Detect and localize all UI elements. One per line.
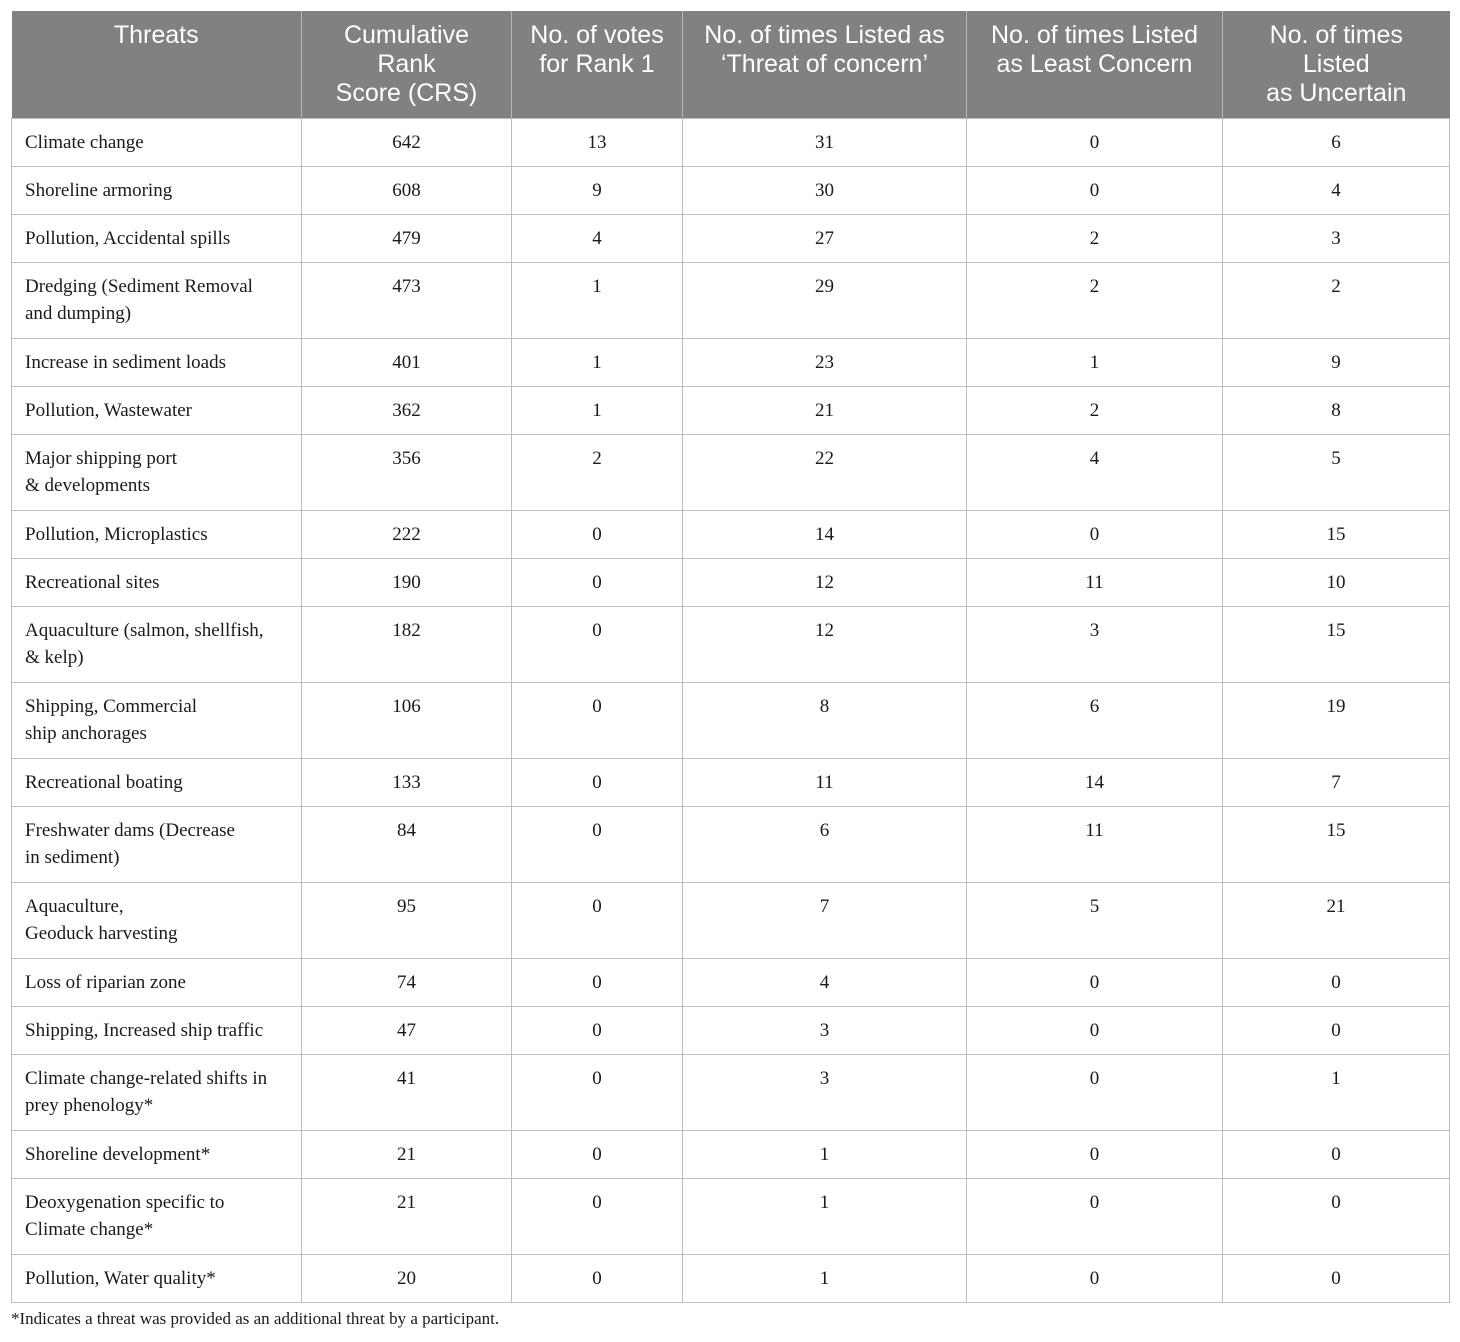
crs-value: 21 <box>302 1131 512 1179</box>
table-row <box>12 435 1450 511</box>
rank1-votes-value: 13 <box>512 119 683 167</box>
uncertain-value: 3 <box>1223 215 1450 263</box>
uncertain-value: 2 <box>1223 263 1450 339</box>
least-concern-value: 14 <box>967 759 1223 807</box>
least-concern-value: 0 <box>967 1055 1223 1131</box>
rank1-votes-value: 0 <box>512 511 683 559</box>
threat-name: Shoreline armoring <box>12 167 302 215</box>
threat-name: Pollution, Water quality* <box>12 1255 302 1303</box>
rank1-votes-value: 0 <box>512 1255 683 1303</box>
threat-of-concern-value: 23 <box>683 339 967 387</box>
threat-name: Shoreline development* <box>12 1131 302 1179</box>
uncertain-value: 0 <box>1223 1179 1450 1255</box>
crs-value: 182 <box>302 607 512 683</box>
rank1-votes-value: 0 <box>512 1007 683 1055</box>
table-row <box>12 1179 1450 1255</box>
least-concern-value: 0 <box>967 511 1223 559</box>
crs-value: 84 <box>302 807 512 883</box>
least-concern-value: 0 <box>967 1255 1223 1303</box>
uncertain-value: 7 <box>1223 759 1450 807</box>
threat-of-concern-value: 21 <box>683 387 967 435</box>
table-row <box>12 959 1450 1007</box>
table-row <box>12 1007 1450 1055</box>
crs-value: 41 <box>302 1055 512 1131</box>
least-concern-value: 2 <box>967 215 1223 263</box>
crs-value: 356 <box>302 435 512 511</box>
threat-of-concern-value: 11 <box>683 759 967 807</box>
rank1-votes-value: 9 <box>512 167 683 215</box>
threat-name: Climate change-related shifts in prey phenology* <box>12 1055 302 1131</box>
table-row <box>12 1055 1450 1131</box>
threats-table <box>11 11 1450 1303</box>
crs-value: 642 <box>302 119 512 167</box>
least-concern-value: 0 <box>967 167 1223 215</box>
rank1-votes-value: 0 <box>512 559 683 607</box>
threat-of-concern-value: 29 <box>683 263 967 339</box>
threat-name: Dredging (Sediment Removal and dumping) <box>12 263 302 339</box>
threat-name: Increase in sediment loads <box>12 339 302 387</box>
uncertain-value: 5 <box>1223 435 1450 511</box>
crs-value: 401 <box>302 339 512 387</box>
table-row <box>12 511 1450 559</box>
table-row <box>12 339 1450 387</box>
table-row <box>12 683 1450 759</box>
uncertain-value: 15 <box>1223 607 1450 683</box>
threat-name: Recreational sites <box>12 559 302 607</box>
threat-name: Loss of riparian zone <box>12 959 302 1007</box>
threat-of-concern-value: 12 <box>683 607 967 683</box>
uncertain-value: 4 <box>1223 167 1450 215</box>
threat-of-concern-value: 31 <box>683 119 967 167</box>
crs-value: 21 <box>302 1179 512 1255</box>
table-row <box>12 883 1450 959</box>
threat-of-concern-value: 7 <box>683 883 967 959</box>
threat-name: Major shipping port & developments <box>12 435 302 511</box>
rank1-votes-value: 1 <box>512 263 683 339</box>
header-votes-rank1: No. of votes for Rank 1 <box>512 11 683 119</box>
threat-name: Pollution, Wastewater <box>12 387 302 435</box>
threat-name: Climate change <box>12 119 302 167</box>
rank1-votes-value: 4 <box>512 215 683 263</box>
crs-value: 362 <box>302 387 512 435</box>
threat-name: Shipping, Commercial ship anchorages <box>12 683 302 759</box>
uncertain-value: 0 <box>1223 1131 1450 1179</box>
threat-of-concern-value: 22 <box>683 435 967 511</box>
header-uncertain: No. of times Listed as Uncertain <box>1223 11 1450 119</box>
rank1-votes-value: 0 <box>512 607 683 683</box>
uncertain-value: 8 <box>1223 387 1450 435</box>
threat-of-concern-value: 12 <box>683 559 967 607</box>
threat-name: Aquaculture, Geoduck harvesting <box>12 883 302 959</box>
uncertain-value: 9 <box>1223 339 1450 387</box>
rank1-votes-value: 0 <box>512 883 683 959</box>
table-footnote: *Indicates a threat was provided as an additional threat by a participant. <box>11 1309 500 1328</box>
crs-value: 190 <box>302 559 512 607</box>
threat-of-concern-value: 30 <box>683 167 967 215</box>
threats-table-container <box>11 11 1449 1303</box>
table-row <box>12 215 1450 263</box>
rank1-votes-value: 0 <box>512 683 683 759</box>
table-row <box>12 1255 1450 1303</box>
least-concern-value: 11 <box>967 807 1223 883</box>
table-row <box>12 559 1450 607</box>
table-row <box>12 387 1450 435</box>
rank1-votes-value: 0 <box>512 959 683 1007</box>
threat-of-concern-value: 3 <box>683 1007 967 1055</box>
uncertain-value: 0 <box>1223 1007 1450 1055</box>
least-concern-value: 3 <box>967 607 1223 683</box>
least-concern-value: 0 <box>967 1179 1223 1255</box>
threat-of-concern-value: 1 <box>683 1179 967 1255</box>
least-concern-value: 2 <box>967 263 1223 339</box>
threat-of-concern-value: 14 <box>683 511 967 559</box>
table-header-row <box>12 11 1450 119</box>
rank1-votes-value: 1 <box>512 387 683 435</box>
least-concern-value: 6 <box>967 683 1223 759</box>
crs-value: 95 <box>302 883 512 959</box>
rank1-votes-value: 0 <box>512 1131 683 1179</box>
threat-of-concern-value: 1 <box>683 1131 967 1179</box>
uncertain-value: 6 <box>1223 119 1450 167</box>
header-least-concern: No. of times Listed as Least Concern <box>967 11 1223 119</box>
header-crs: Cumulative Rank Score (CRS) <box>302 11 512 119</box>
crs-value: 74 <box>302 959 512 1007</box>
threat-name: Pollution, Microplastics <box>12 511 302 559</box>
uncertain-value: 1 <box>1223 1055 1450 1131</box>
least-concern-value: 0 <box>967 959 1223 1007</box>
threat-name: Aquaculture (salmon, shellfish, & kelp) <box>12 607 302 683</box>
crs-value: 20 <box>302 1255 512 1303</box>
rank1-votes-value: 0 <box>512 807 683 883</box>
least-concern-value: 0 <box>967 119 1223 167</box>
table-row <box>12 607 1450 683</box>
table-row <box>12 1131 1450 1179</box>
least-concern-value: 4 <box>967 435 1223 511</box>
rank1-votes-value: 2 <box>512 435 683 511</box>
rank1-votes-value: 0 <box>512 759 683 807</box>
threat-of-concern-value: 6 <box>683 807 967 883</box>
least-concern-value: 5 <box>967 883 1223 959</box>
crs-value: 222 <box>302 511 512 559</box>
table-row <box>12 807 1450 883</box>
crs-value: 106 <box>302 683 512 759</box>
threat-name: Pollution, Accidental spills <box>12 215 302 263</box>
rank1-votes-value: 0 <box>512 1055 683 1131</box>
least-concern-value: 1 <box>967 339 1223 387</box>
threat-of-concern-value: 8 <box>683 683 967 759</box>
table-row <box>12 759 1450 807</box>
rank1-votes-value: 0 <box>512 1179 683 1255</box>
uncertain-value: 10 <box>1223 559 1450 607</box>
least-concern-value: 2 <box>967 387 1223 435</box>
uncertain-value: 0 <box>1223 1255 1450 1303</box>
table-row <box>12 119 1450 167</box>
threat-name: Deoxygenation specific to Climate change* <box>12 1179 302 1255</box>
threat-name: Recreational boating <box>12 759 302 807</box>
crs-value: 473 <box>302 263 512 339</box>
uncertain-value: 15 <box>1223 807 1450 883</box>
threat-name: Shipping, Increased ship traffic <box>12 1007 302 1055</box>
crs-value: 47 <box>302 1007 512 1055</box>
least-concern-value: 0 <box>967 1131 1223 1179</box>
uncertain-value: 0 <box>1223 959 1450 1007</box>
threat-of-concern-value: 3 <box>683 1055 967 1131</box>
least-concern-value: 11 <box>967 559 1223 607</box>
threat-name: Freshwater dams (Decrease in sediment) <box>12 807 302 883</box>
threat-of-concern-value: 27 <box>683 215 967 263</box>
uncertain-value: 15 <box>1223 511 1450 559</box>
table-row <box>12 263 1450 339</box>
rank1-votes-value: 1 <box>512 339 683 387</box>
crs-value: 479 <box>302 215 512 263</box>
crs-value: 133 <box>302 759 512 807</box>
threat-of-concern-value: 4 <box>683 959 967 1007</box>
uncertain-value: 19 <box>1223 683 1450 759</box>
header-threats: Threats <box>12 11 302 119</box>
table-row <box>12 167 1450 215</box>
least-concern-value: 0 <box>967 1007 1223 1055</box>
crs-value: 608 <box>302 167 512 215</box>
uncertain-value: 21 <box>1223 883 1450 959</box>
header-threat-of-concern: No. of times Listed as ‘Threat of concern’ <box>683 11 967 119</box>
threat-of-concern-value: 1 <box>683 1255 967 1303</box>
